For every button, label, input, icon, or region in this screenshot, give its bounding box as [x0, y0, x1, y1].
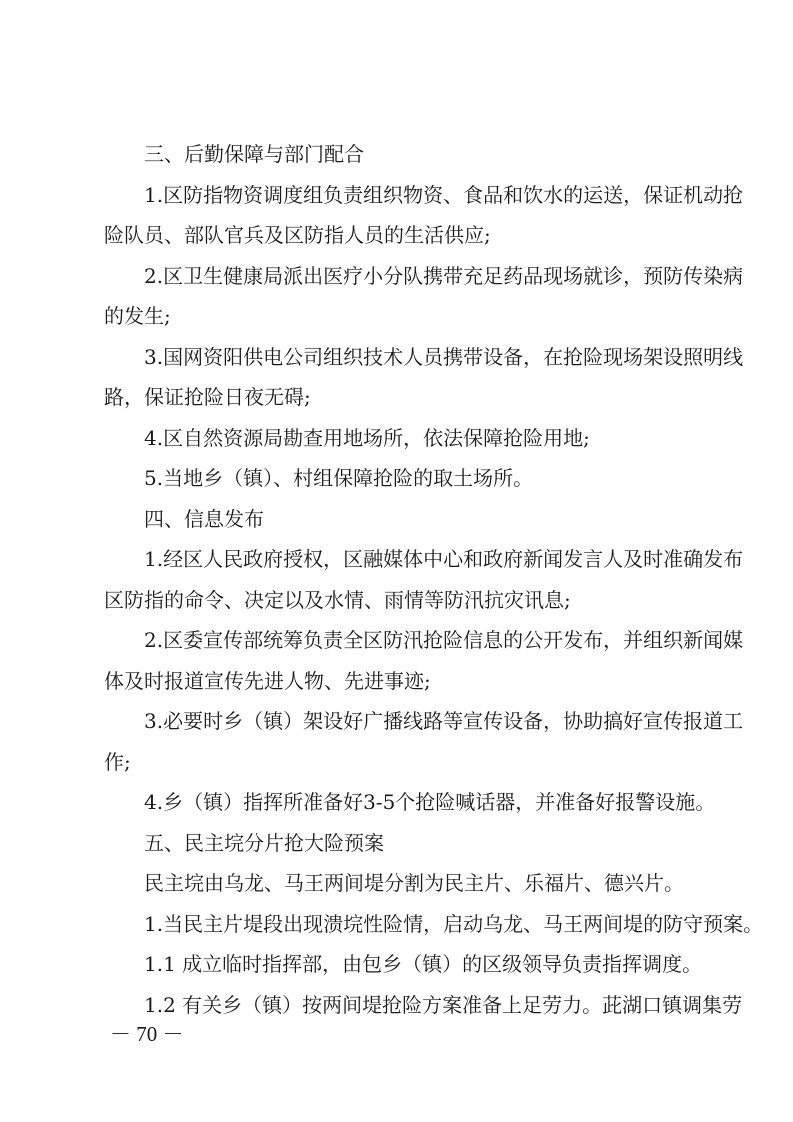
section-heading: 三、后勤保障与部门配合 — [144, 142, 364, 166]
section-heading: 四、信息发布 — [144, 506, 264, 531]
paragraph-line-first: 民主垸由乌龙、马王两间堤分割为民主片、乐福片、德兴片。 — [144, 871, 684, 895]
paragraph-line-first: 2.区卫生健康局派出医疗小分队携带充足药品现场就诊，预防传染病 — [144, 263, 744, 288]
paragraph-line-continued: 体及时报道宣传先进人物、先进事迹; — [104, 668, 431, 693]
paragraph-line-first: 2.区委宣传部统筹负责全区防汛抢险信息的公开发布，并组织新闻媒 — [144, 628, 744, 652]
paragraph-line-continued: 区防指的命令、决定以及水情、雨情等防汛抗灾讯息; — [104, 587, 571, 612]
paragraph-line-first: 3.国网资阳供电公司组织技术人员携带设备，在抢险现场架设照明线 — [144, 344, 744, 369]
paragraph-line-first: 5.当地乡（镇）、村组保障抢险的取土场所。 — [144, 466, 534, 490]
page-number: － 70 － — [110, 1022, 184, 1046]
document-body — [104, 134, 764, 1025]
paragraph-line-continued: 的发生; — [104, 304, 171, 328]
paragraph-line-continued: 路，保证抢险日夜无碍; — [104, 385, 311, 409]
paragraph-line-first: 4.乡（镇）指挥所准备好3-5个抢险喊话器，并准备好报警设施。 — [144, 790, 716, 814]
paragraph-line-first: 4.区自然资源局勘查用地场所，依法保障抢险用地; — [144, 425, 590, 450]
paragraph-line-first: 1.当民主片堤段出现溃垸性险情，启动乌龙、马王两间堤的防守预案。 — [144, 911, 764, 936]
section-heading: 五、民主垸分片抢大险预案 — [144, 830, 384, 855]
paragraph-line-first: 3.必要时乡（镇）架设好广播线路等宣传设备，协助搞好宣传报道工 — [144, 709, 744, 733]
paragraph-line-first: 1.2 有关乡（镇）按两间堤抢险方案准备上足劳力。茈湖口镇调集劳 — [144, 992, 743, 1017]
paragraph-line-continued: 险队员、部队官兵及区防指人员的生活供应; — [104, 223, 491, 247]
paragraph-line-first: 1.经区人民政府授权，区融媒体中心和政府新闻发言人及时准确发布 — [144, 547, 744, 571]
paragraph-line-first: 1.区防指物资调度组负责组织物资、食品和饮水的运送，保证机动抢 — [144, 182, 744, 207]
paragraph-line-continued: 作; — [104, 749, 131, 774]
paragraph-line-first: 1.1 成立临时指挥部，由包乡（镇）的区级领导负责指挥调度。 — [144, 952, 703, 976]
